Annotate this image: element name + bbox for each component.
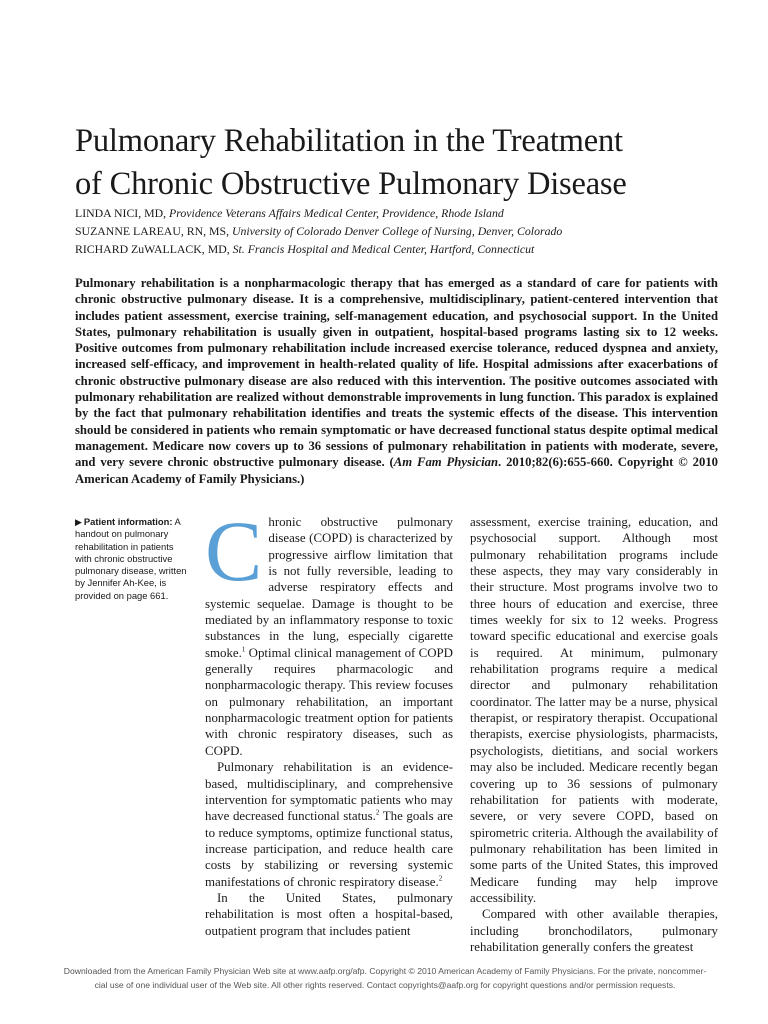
author-name: RICHARD ZuWALLACK, MD, xyxy=(75,242,233,256)
paragraph-text: The goals are to reduce symptoms, optimize functional status, increase participation, and reduce health care costs by stabilizing or reversing systemic manifestations of chronic respiratory disease. xyxy=(205,809,454,889)
sidebar-text: A handout on pulmonary rehabilitation in patients with chronic obstructive pulmonary disease, written by Jennifer Ah-Kee, is provided on page 661. xyxy=(75,516,187,601)
paragraph-text: hronic obstructive pulmonary disease (COPD) is characterized by progressive airflow limitation that is not fully reversible, leading to adverse respiratory effects and systemic sequelae. Damage is thought to be mediated by an inflammatory response to toxic substances in the lung, especially cigarette smoke. xyxy=(205,515,453,660)
author-list xyxy=(75,204,735,258)
copyright-footer xyxy=(60,964,710,992)
body-paragraph: In the United States, pulmonary rehabilitation is most often a hospital-based, outpatient program that includes patient xyxy=(205,890,453,938)
sidebar-label: Patient information: xyxy=(83,516,173,527)
body-column-2 xyxy=(470,514,718,955)
author-2 xyxy=(75,222,735,240)
abstract xyxy=(75,275,718,487)
reference-marker: 2 xyxy=(375,808,380,817)
author-name: SUZANNE LAREAU, RN, MS, xyxy=(75,224,232,238)
body-paragraph: assessment, exercise training, education, and psychosocial support. Although most pulmonary rehabilitation programs include these aspects, they may vary considerably in their structure. Most programs involve two to three hours of education and exercise, three times weekly for six to 12 weeks. Progress toward specific educational and exercise goals is required. At minimum, pulmonary rehabilitation programs require a medical director and pulmonary rehabilitation coordinator. The latter may be a nurse, physical therapist, or respiratory therapist. Occupational therapists, exercise physiologists, pharmacists, psychologists, dietitians, and social workers may also be included. Medicare recently began covering up to 36 sessions of pulmonary rehabilitation for patients with moderate, severe, or very severe COPD, based on spirometric criteria. Although the availability of pulmonary rehabilitation has been limited in some parts of the United States, this improved Medicare funding may help improve accessibility. xyxy=(470,515,718,905)
title-line-2: of Chronic Obstructive Pulmonary Disease xyxy=(75,166,627,202)
body-paragraph xyxy=(205,503,453,759)
body-paragraph: Compared with other available therapies, including bronchodilators, pulmonary rehabilitation generally confers the greatest xyxy=(470,907,718,954)
article-title xyxy=(75,120,715,206)
author-affiliation: University of Colorado Denver College of Nursing, Denver, Colorado xyxy=(231,224,563,238)
journal-name: Am Fam Physician xyxy=(393,455,499,470)
paragraph-text: Pulmonary rehabilitation is an evidence-based, multidisciplinary, and comprehensive intervention for symptomatic patients who may have decreased functional status. xyxy=(205,760,453,824)
drop-cap: C xyxy=(205,503,263,599)
author-3 xyxy=(75,240,735,258)
patient-info-sidebar xyxy=(75,516,190,602)
triangle-arrow-icon: ▶ xyxy=(75,517,82,527)
abstract-text: Pulmonary rehabilitation is a nonpharmacologic therapy that has emerged as a standard of care for patients with chronic obstructive pulmonary disease. It is a comprehensive, multidisciplinary, patient-centered intervention that includes patient assessment, exercise training, self-management education, and psychosocial support. In the United States, pulmonary rehabilitation is usually given in outpatient, hospital-based programs lasting six to 12 weeks. Positive outcomes from pulmonary rehabilitation include increased exercise tolerance, reduced dyspnea and anxiety, increased self-efficacy, and improvement in health-related quality of life. Hospital admissions after exacerbations of chronic obstructive pulmonary disease are also reduced with this intervention. The positive outcomes associated with pulmonary rehabilitation are realized without demonstrable improvements in lung function. This paradox is explained by the fact that pulmonary rehabilitation identifies and treats the systemic effects of the disease. This intervention should be considered in patients who remain symptomatic or have decreased functional status despite optimal medical management. Medicare now covers up to 36 sessions of pulmonary rehabilitation in patients with moderate, severe, and very severe chronic obstructive pulmonary disease. ( xyxy=(75,276,718,470)
body-column-1 xyxy=(205,503,454,939)
paragraph-text: Optimal clinical management of COPD generally requires pharmacologic and nonpharmacologic therapy. This review focuses on pulmonary rehabilitation, an important nonpharmacologic treatment option for patients with chronic respiratory diseases, such as COPD. xyxy=(205,645,453,758)
title-line-1: Pulmonary Rehabilitation in the Treatment xyxy=(75,123,623,159)
author-affiliation: St. Francis Hospital and Medical Center, Hartford, Connecticut xyxy=(232,242,535,256)
footer-line-1: Downloaded from the American Family Physician Web site at www.aafp.org/afp. Copyright © 2010 American Academy of Family Physicians. For the private, noncommer- xyxy=(63,966,707,976)
body-paragraph xyxy=(205,759,453,890)
author-1 xyxy=(75,204,735,222)
author-name: LINDA NICI, MD, xyxy=(75,206,170,220)
reference-marker: 2 xyxy=(438,874,443,883)
author-affiliation: Providence Veterans Affairs Medical Center, Providence, Rhode Island xyxy=(169,206,504,220)
reference-marker: 1 xyxy=(241,645,246,654)
citation: . 2010;82(6):655-660. Copyright © 2010 American Academy of Family Physicians.) xyxy=(75,455,719,486)
footer-line-2: cial use of one individual user of the Web site. All other rights reserved. Contact copyrights@aafp.org for copyright questions and/or permission requests. xyxy=(94,980,676,990)
